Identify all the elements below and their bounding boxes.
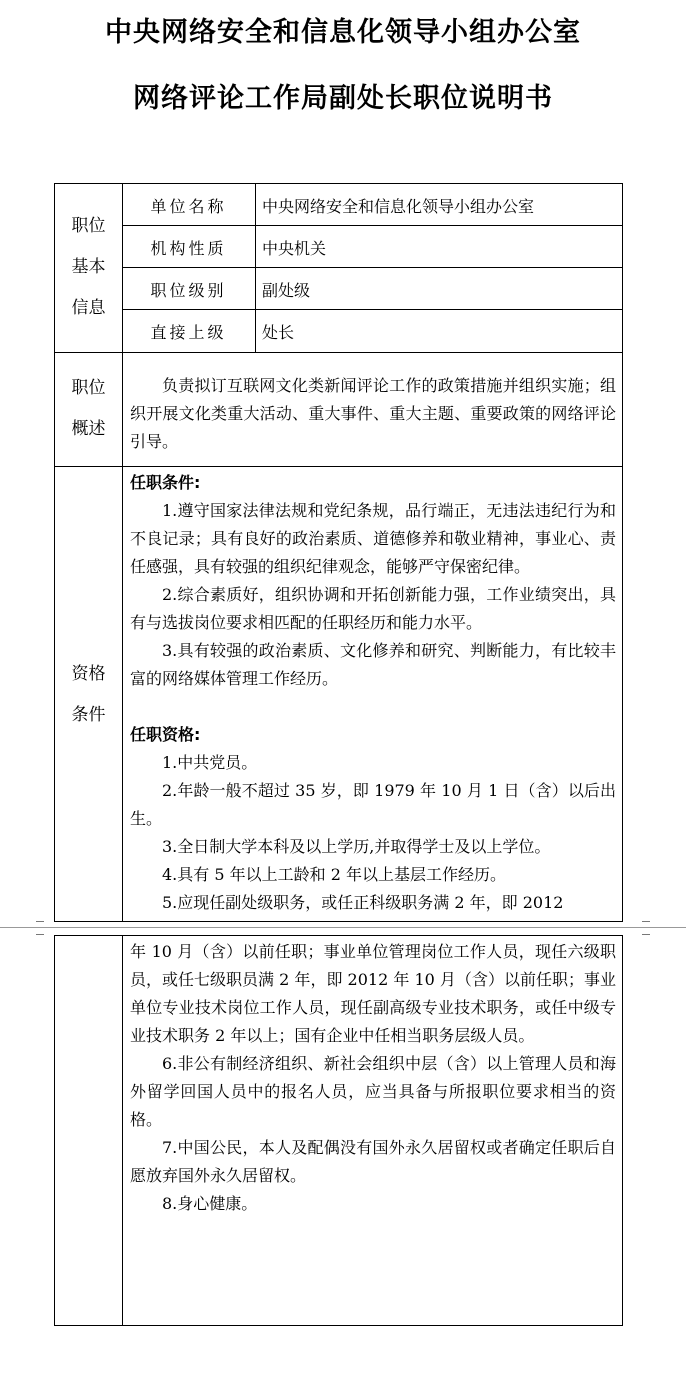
requirement-item: 2.年龄一般不超过 35 岁，即 1979 年 10 月 1 日（含）以后出生。: [130, 781, 616, 828]
field-label-unit-name: 单位名称: [150, 197, 227, 216]
requirement-continuation: 年 10 月（含）以前任职；事业单位管理岗位工作人员，现任六级职员，或任七级职员满 2 年，即 2012 年 10 月（含）以前任职；事业单位专业技术岗位工作人员，现任副高级专业技术职务，或任中级专业技术职务 2 年以上；国有企业中任相当职务层级人员。: [130, 942, 616, 1045]
basic-row-divider: [122, 267, 623, 268]
condition-item: 2.综合素质好，组织协调和开拓创新能力强，工作业绩突出，具有与选拔岗位要求相匹配的任职经历和能力水平。: [130, 585, 616, 632]
requirement-item: 6.非公有制经济组织、新社会组织中层（含）以上管理人员和海外留学回国人员中的报名人员，应当具备与所报职位要求相当的资格。: [130, 1054, 616, 1129]
page-corner-mark: [36, 934, 44, 935]
page-corner-mark: [642, 934, 650, 935]
requirement-item: 5.应现任副处级职务，或任正科级职务满 2 年，即 2012: [162, 893, 564, 912]
page-corner-mark: [36, 921, 44, 922]
section-divider: [54, 466, 623, 467]
conditions-heading: 任职条件:: [130, 473, 201, 492]
basic-row-divider: [122, 225, 623, 226]
requirement-item: 3.全日制大学本科及以上学历,并取得学士及以上学位。: [162, 837, 551, 856]
field-value-position-level: 副处级: [262, 281, 311, 300]
spacer: [130, 693, 616, 721]
requirement-item: 1.中共党员。: [162, 753, 258, 772]
section-label-qualifications: 资格 条件: [71, 664, 106, 725]
document-title-line2: 网络评论工作局副处长职位说明书: [133, 83, 553, 114]
field-label-org-type: 机构性质: [150, 239, 227, 258]
page-break-line: [0, 927, 686, 928]
qualifications-page1: [130, 469, 616, 917]
requirement-item: 7.中国公民，本人及配偶没有国外永久居留权或者确定任职后自愿放弃国外永久居留权。: [130, 1138, 616, 1185]
condition-item: 1.遵守国家法律法规和党纪条规，品行端正，无违法违纪行为和不良记录；具有良好的政治素质、道德修养和敬业精神，事业心、责任感强，具有较强的组织纪律观念，能够严守保密纪律。: [130, 501, 616, 576]
requirement-item: 8.身心健康。: [162, 1194, 258, 1213]
document-title-line1: 中央网络安全和信息化领导小组办公室: [105, 17, 581, 48]
condition-item: 3.具有较强的政治素质、文化修养和研究、判断能力，有比较丰富的网络媒体管理工作经历。: [130, 641, 616, 688]
field-label-supervisor: 直接上级: [150, 323, 227, 342]
requirement-item: 4.具有 5 年以上工龄和 2 年以上基层工作经历。: [162, 865, 506, 884]
section-divider: [54, 352, 623, 353]
page-corner-mark: [642, 921, 650, 922]
table-col-divider: [122, 935, 123, 1326]
overview-paragraph: 负责拟订互联网文化类新闻评论工作的政策措施并组织实施；组织开展文化类重大活动、重大事件、重大主题、重要政策的网络评论引导。: [130, 376, 616, 451]
field-value-supervisor: 处长: [262, 323, 295, 342]
section-label-basic-info: 职位 基本 信息: [71, 216, 106, 318]
overview-text: [130, 372, 616, 456]
requirements-heading: 任职资格:: [130, 725, 201, 744]
basic-row-divider: [122, 309, 623, 310]
section-label-overview: 职位 概述: [71, 378, 106, 439]
field-value-unit-name: 中央网络安全和信息化领导小组办公室: [262, 197, 535, 216]
field-value-org-type: 中央机关: [262, 239, 327, 258]
field-label-position-level: 职位级别: [150, 281, 227, 300]
qualifications-page2: [130, 938, 616, 1218]
